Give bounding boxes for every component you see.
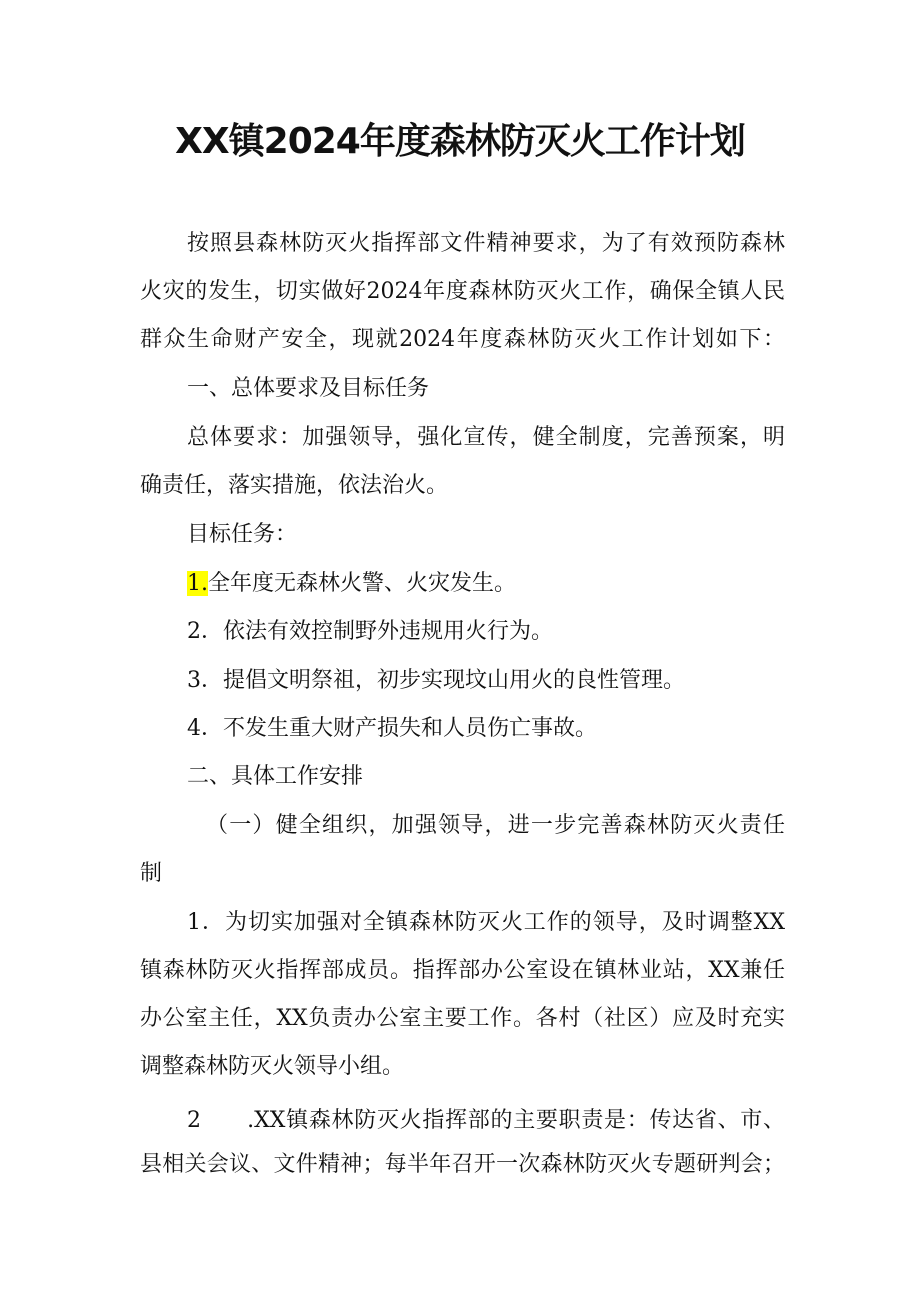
sub1-heading-line-1: （一）健全组织，加强领导，进一步完善森林防灭火责任 bbox=[206, 813, 785, 838]
item2-line-1: 2 .XX镇森林防灭火指挥部的主要职责是：传达省、市、 bbox=[187, 1108, 785, 1133]
target-item-2: 2．依法有效控制野外违规用火行为。 bbox=[187, 619, 553, 644]
target-item-1 bbox=[187, 569, 832, 599]
intro-line-1: 按照县森林防灭火指挥部文件精神要求，为了有效预防森林 bbox=[187, 231, 785, 256]
section1-heading: 一、总体要求及目标任务 bbox=[187, 376, 430, 401]
general-req-line-2: 确责任，落实措施，依法治火。 bbox=[140, 473, 449, 498]
item1-line-2: 镇森林防灭火指挥部成员。指挥部办公室设在镇林业站，XX兼任 bbox=[140, 958, 785, 983]
highlighted-number: 1. bbox=[187, 571, 208, 596]
item1-line-1: 1．为切实加强对全镇森林防灭火工作的领导，及时调整XX bbox=[187, 910, 785, 935]
target-item-1-text: 全年度无森林火警、火灾发生。 bbox=[208, 571, 517, 596]
sub1-heading-line-2: 制 bbox=[140, 861, 163, 886]
item1-line-4: 调整森林防灭火领导小组。 bbox=[140, 1054, 405, 1079]
target-item-4: 4．不发生重大财产损失和人员伤亡事故。 bbox=[187, 716, 597, 741]
section2-heading: 二、具体工作安排 bbox=[187, 764, 364, 789]
item2-line-2: 县相关会议、文件精神；每半年召开一次森林防灭火专题研判会； bbox=[140, 1152, 785, 1177]
target-heading: 目标任务： bbox=[187, 522, 298, 547]
document-title: XX镇2024年度森林防灭火工作计划 bbox=[175, 121, 745, 162]
target-item-3: 3．提倡文明祭祖，初步实现坟山用火的良性管理。 bbox=[187, 668, 685, 693]
general-req-line-1: 总体要求：加强领导，强化宣传，健全制度，完善预案，明 bbox=[187, 425, 785, 450]
intro-line-2: 火灾的发生，切实做好2024年度森林防灭火工作，确保全镇人民 bbox=[140, 279, 785, 304]
intro-line-3: 群众生命财产安全，现就2024年度森林防灭火工作计划如下： bbox=[140, 327, 785, 352]
item1-line-3: 办公室主任，XX负责办公室主要工作。各村（社区）应及时充实 bbox=[140, 1006, 785, 1031]
